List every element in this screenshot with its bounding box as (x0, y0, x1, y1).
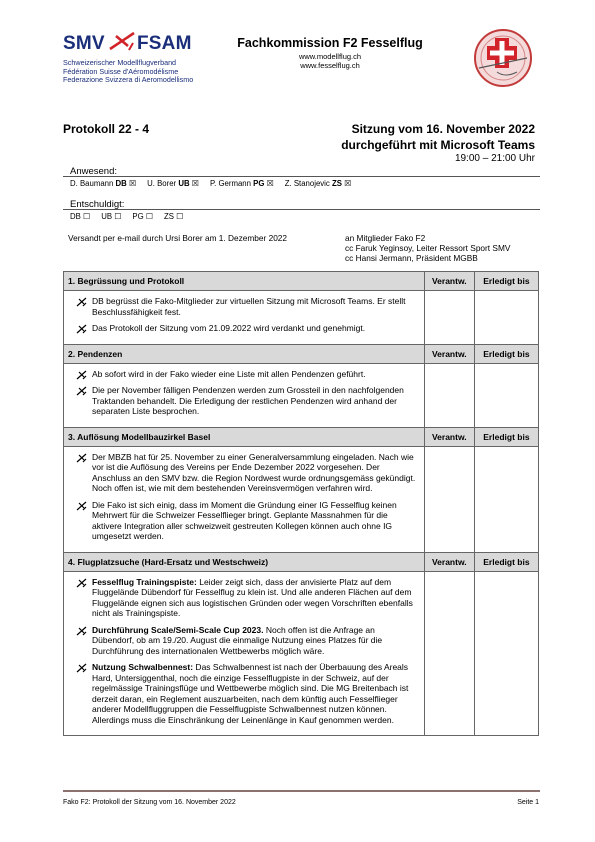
agenda-item: Durchführung Scale/Semi-Scale Cup 2023. Noch offen ist die Anfrage an Dübendorf, ob am 19./20. August die einmalige Nutzung eines Platzes für die Durchführung des internationalen Wettbewerbs möglich wäre. (64, 625, 418, 657)
agenda-item: DB begrüsst die Fako-Mitglieder zur virtuellen Sitzung mit Microsoft Teams. Er stellt Beschlussfähigkeit fest. (64, 296, 418, 317)
responsible-cell (424, 291, 474, 345)
url-fesselflug[interactable]: www.fesselflug.ch (300, 61, 360, 70)
session-medium: durchgeführt mit Microsoft Teams (341, 138, 535, 152)
swiss-cross-aircraft-badge-icon (473, 28, 533, 88)
page-number: Seite 1 (517, 799, 539, 806)
aircraft-bullet-icon (76, 324, 87, 334)
excused-member: ZS ☐ (163, 212, 184, 221)
present-member: U. Borer UB ☒ (147, 179, 199, 188)
aircraft-bullet-icon (76, 386, 87, 396)
done-by-cell (474, 571, 538, 736)
done-by-cell (474, 363, 538, 427)
section-body (64, 571, 539, 736)
section-header (64, 272, 539, 291)
present-label: Anwesend: (70, 166, 118, 177)
section-body (64, 446, 539, 552)
logo-fsam-text: FSAM (137, 33, 192, 54)
logo-smv-text: SMV (63, 33, 105, 54)
present-member: P. Germann PG ☒ (209, 179, 274, 188)
divider (63, 209, 540, 210)
present-member: D. Baumann DB ☒ (70, 179, 136, 188)
section-body (64, 291, 539, 345)
done-by-header: Erledigt bis (474, 427, 538, 446)
done-by-cell (474, 291, 538, 345)
recipient-line: an Mitglieder Fako F2 (345, 233, 426, 243)
excused-member: DB ☐ (70, 212, 91, 221)
aircraft-bullet-icon (76, 370, 87, 380)
agenda-item: Der MBZB hat für 25. November zu einer Generalversammlung eingeladen. Nach wie vor ist die Auflösung des Vereins per Ende Dezember 2022 vorgesehen. Der Anschluss an den SMV bzw. die Region Nordwest wurde ordnungsgemäss gekündigt. Noch offen ist, wie mit dem bestehenden Vereinsvermögen verfahren wird. (64, 452, 418, 494)
section-title: 3. Auflösung Modellbauzirkel Basel (64, 427, 425, 446)
aircraft-bullet-icon (76, 501, 87, 511)
footer-divider (63, 790, 540, 792)
done-by-header: Erledigt bis (474, 552, 538, 571)
commission-title: Fachkommission F2 Fesselflug (237, 36, 423, 50)
agenda-item: Die Fako ist sich einig, dass im Moment die Gründung einer IG Fesselflug keinen Mehrwert für die Schweizer Fesselflieger bringt. Geplante Massnahmen für die aktivere Integration aller schweizweit gestreuten Kollegen können auch ohne IG umgesetzt werden. (64, 500, 418, 542)
sent-note: Versandt per e-mail durch Ursi Borer am 1. Dezember 2022 (68, 233, 288, 243)
protocol-number: Protokoll 22 - 4 (63, 122, 150, 136)
responsible-header: Verantw. (424, 344, 474, 363)
agenda-item: Die per November fälligen Pendenzen werden zum Grossteil in den nachfolgenden Traktanden behandelt. Die Erledigung der restlichen Pendenzen wird anhand der separaten Liste besprochen. (64, 385, 418, 417)
aircraft-bullet-icon (76, 578, 87, 588)
url-modellflug[interactable]: www.modellflug.ch (298, 52, 362, 61)
responsible-header: Verantw. (424, 552, 474, 571)
section-header (64, 552, 539, 571)
aircraft-bullet-icon (76, 663, 87, 673)
agenda-item: Fesselflug Trainingspiste: Leider zeigt sich, dass der anvisierte Platz auf dem Fluggelände Dübendorf für Fesselflug zu klein ist. Und alle anderen Flächen auf dem Fluggelände eignen sich aus logistischen Gründen oder wegen Vorschriften ebenfalls nicht als Trainingspiste. (64, 577, 418, 619)
section-title: 4. Flugplatzsuche (Hard-Ersatz und Westschweiz) (64, 552, 425, 571)
agenda-item: Ab sofort wird in der Fako wieder eine Liste mit allen Pendenzen geführt. (64, 369, 418, 380)
section-title: 1. Begrüssung und Protokoll (64, 272, 425, 291)
divider (63, 176, 540, 177)
aircraft-bullet-icon (76, 453, 87, 463)
aircraft-bullet-icon (76, 626, 87, 636)
excused-label: Entschuldigt: (70, 199, 125, 210)
agenda-item: Nutzung Schwalbennest: Das Schwalbennest ist nach der Überbauung des Areals Hard, Untersiggenthal, noch die einzige Fesselflugpiste in der Schweiz, auf der regelmässige Trainingsflüge und Wettbewerbe möglich sind. Die MG Breitenbach ist derzeit daran, ein Reglement auszuarbeiten, nach dem künftig auch Fesselflieger anderer Modellfluggruppen die Fesselflugpiste Schwalbennest nutzen können. Allerdings muss die Einschränkung der Leinenlänge in Kauf genommen werden. (64, 662, 418, 725)
session-time: 19:00 – 21:00 Uhr (454, 153, 535, 164)
done-by-header: Erledigt bis (474, 344, 538, 363)
done-by-header: Erledigt bis (474, 272, 538, 291)
excused-member: UB ☐ (101, 212, 122, 221)
section-body (64, 363, 539, 427)
agenda-item: Das Protokoll der Sitzung vom 21.09.2022 wird verdankt und genehmigt. (64, 323, 418, 334)
responsible-header: Verantw. (424, 427, 474, 446)
org-name-de: Schweizerischer Modellflugverband (63, 58, 177, 67)
section-header (64, 344, 539, 363)
responsible-cell (424, 363, 474, 427)
responsible-header: Verantw. (424, 272, 474, 291)
footer-title: Fako F2: Protokoll der Sitzung vom 16. November 2022 (63, 799, 236, 806)
done-by-cell (474, 446, 538, 552)
excused-list (70, 212, 192, 221)
aircraft-icon (107, 29, 137, 55)
recipient-line: cc Faruk Yeginsoy, Leiter Ressort Sport SMV (345, 243, 511, 253)
agenda-table (63, 271, 539, 736)
responsible-cell (424, 446, 474, 552)
aircraft-bullet-icon (76, 297, 87, 307)
recipient-line: cc Hansi Jermann, Präsident MGBB (345, 253, 478, 263)
section-header (64, 427, 539, 446)
present-member: Z. Stanojevic ZS ☒ (284, 179, 352, 188)
org-name-it: Federazione Svizzera di Aeromodellismo (63, 75, 194, 84)
excused-member: PG ☐ (132, 212, 153, 221)
org-name-fr: Fédération Suisse d'Aéromodélisme (63, 66, 179, 76)
session-date: Sitzung vom 16. November 2022 (351, 122, 535, 136)
responsible-cell (424, 571, 474, 736)
present-list (70, 179, 360, 188)
section-title: 2. Pendenzen (64, 344, 425, 363)
